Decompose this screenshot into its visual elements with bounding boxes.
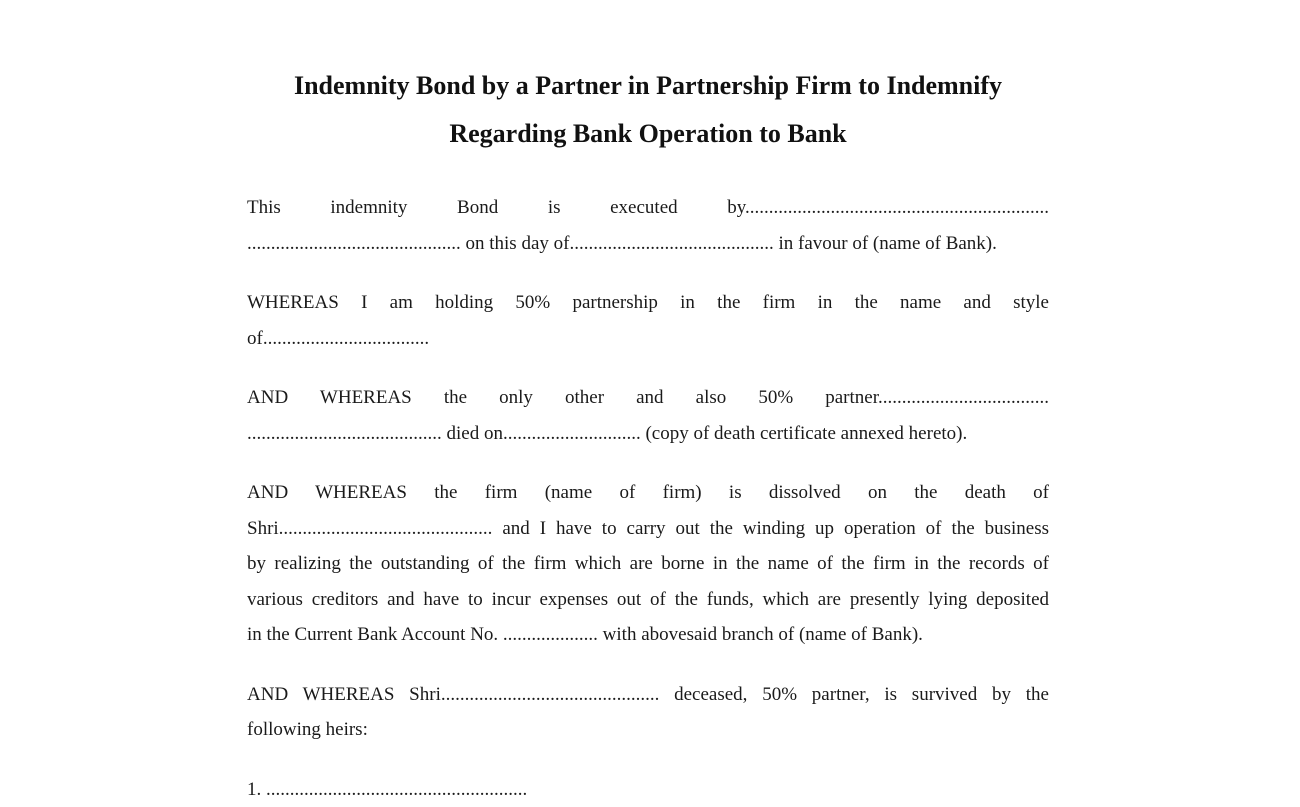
paragraph-line: AND WHEREAS the only other and also 50% partner.................................... xyxy=(247,380,1049,416)
paragraph-line: WHEREAS I am holding 50% partnership in the firm in the name and style xyxy=(247,285,1049,321)
heir-list-item xyxy=(247,772,1049,807)
paragraph-whereas-firm-dissolved xyxy=(247,475,1049,653)
paragraph-whereas-partnership xyxy=(247,285,1049,356)
paragraph-execution xyxy=(247,190,1049,261)
paragraph-line: ......................................... died on............................. (copy of death certificate annexed hereto). xyxy=(247,416,1049,452)
document-page xyxy=(247,62,1049,807)
paragraph-line: various creditors and have to incur expenses out of the funds, which are presently lying deposited xyxy=(247,582,1049,618)
document-title xyxy=(247,62,1049,158)
paragraph-line: of................................... xyxy=(247,321,1049,357)
paragraph-line: Shri............................................. and I have to carry out the winding up operation of the business xyxy=(247,511,1049,547)
title-line-1: Indemnity Bond by a Partner in Partnership Firm to Indemnify xyxy=(247,62,1049,110)
paragraph-line: ............................................. on this day of........................................... in favour of (name of Bank). xyxy=(247,226,1049,262)
paragraph-whereas-heirs xyxy=(247,677,1049,748)
heir-entry: 1. ....................................................... xyxy=(247,772,1049,807)
title-line-2: Regarding Bank Operation to Bank xyxy=(247,110,1049,158)
paragraph-line: AND WHEREAS Shri.............................................. deceased, 50% partner, is survived by the xyxy=(247,677,1049,713)
paragraph-whereas-partner-died xyxy=(247,380,1049,451)
paragraph-line: This indemnity Bond is executed by................................................................ xyxy=(247,190,1049,226)
paragraph-line: AND WHEREAS the firm (name of firm) is dissolved on the death of xyxy=(247,475,1049,511)
paragraph-line: following heirs: xyxy=(247,712,1049,748)
paragraph-line: by realizing the outstanding of the firm which are borne in the name of the firm in the records of xyxy=(247,546,1049,582)
paragraph-line: in the Current Bank Account No. .................... with abovesaid branch of (name of Bank). xyxy=(247,617,1049,653)
